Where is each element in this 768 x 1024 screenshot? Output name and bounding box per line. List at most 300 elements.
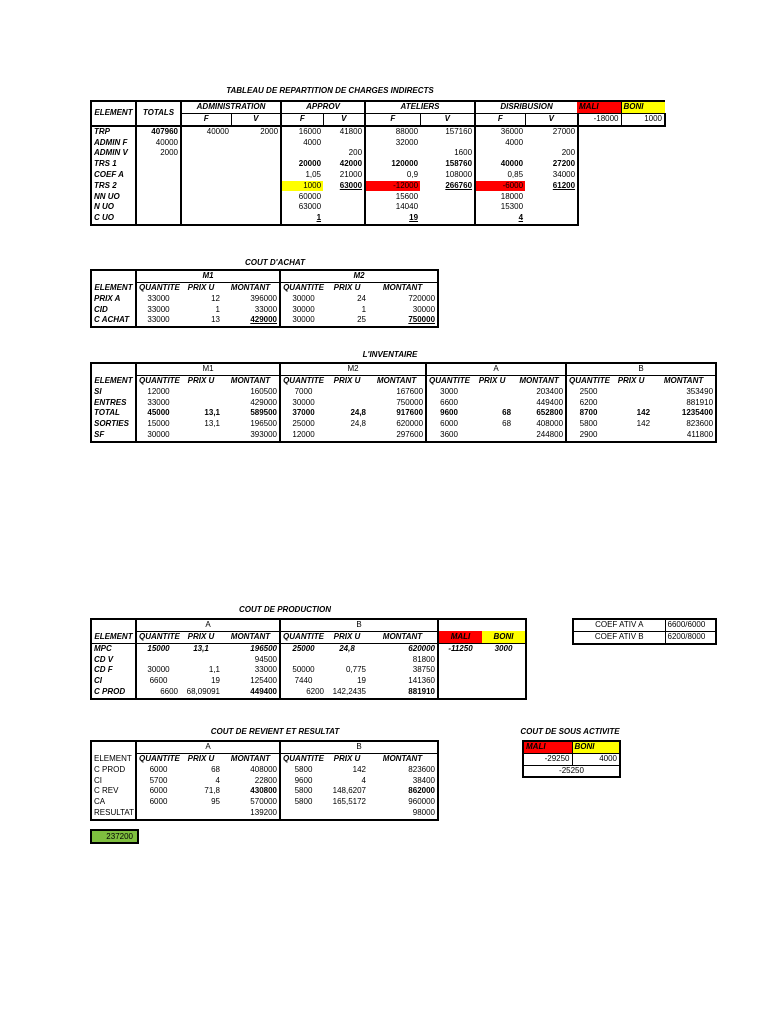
table-row bbox=[91, 315, 438, 327]
cell bbox=[323, 137, 365, 148]
cell: 12000 bbox=[136, 387, 180, 398]
cell: 33000 bbox=[136, 294, 180, 305]
cell bbox=[181, 170, 231, 181]
cell bbox=[231, 181, 281, 192]
header-quantite: QUANTITE bbox=[280, 282, 326, 293]
cell: 6600 bbox=[136, 676, 180, 687]
inventaire-title: L'INVENTAIRE bbox=[362, 350, 418, 359]
row-label: SI bbox=[91, 387, 136, 398]
cell bbox=[231, 170, 281, 181]
cell: 5800 bbox=[566, 419, 610, 430]
header-a: A bbox=[136, 741, 280, 753]
cell: 60000 bbox=[281, 191, 323, 202]
row-label: C UO bbox=[91, 213, 136, 225]
cell: 589500 bbox=[250, 408, 278, 418]
cell: 203400 bbox=[536, 386, 564, 396]
cell: 27200 bbox=[525, 159, 578, 170]
cell: 22800 bbox=[254, 775, 277, 785]
row-label: TRP bbox=[91, 126, 136, 138]
cell: 165,5172 bbox=[332, 797, 366, 807]
cell: 40000 bbox=[181, 126, 231, 138]
cell bbox=[525, 213, 578, 225]
header-f: F bbox=[475, 113, 525, 125]
cell bbox=[180, 808, 222, 820]
table-row bbox=[91, 765, 438, 776]
cell bbox=[326, 430, 368, 442]
cell: 142 bbox=[636, 419, 651, 429]
cell: 297600 bbox=[368, 430, 426, 442]
cell: 4 bbox=[475, 213, 525, 225]
cell: 1600 bbox=[454, 148, 473, 158]
table-row bbox=[91, 643, 526, 654]
cell: 36000 bbox=[475, 126, 525, 138]
cell bbox=[231, 202, 281, 213]
header-a: A bbox=[426, 363, 566, 375]
cout-production-table bbox=[90, 618, 527, 700]
header-prix-u: PRIX U bbox=[617, 375, 645, 385]
cell bbox=[471, 387, 513, 398]
cell: 40000 bbox=[475, 159, 525, 170]
coef-value: 6200/8000 bbox=[665, 631, 716, 643]
cell: 1,1 bbox=[208, 665, 220, 675]
row-label: CA bbox=[91, 797, 136, 808]
row-label: C PROD bbox=[91, 765, 136, 776]
cell bbox=[280, 808, 326, 820]
cell bbox=[136, 170, 181, 181]
header-element: ELEMENT bbox=[91, 282, 136, 293]
cell bbox=[482, 654, 526, 665]
cell: 3000 bbox=[482, 643, 526, 654]
header-montant: MONTANT bbox=[652, 375, 716, 386]
header-m1: M1 bbox=[136, 363, 280, 375]
cell bbox=[471, 430, 513, 442]
cell bbox=[475, 148, 525, 159]
inventaire-table bbox=[90, 362, 717, 443]
header-f: F bbox=[365, 113, 420, 125]
table-row bbox=[91, 181, 578, 192]
cell: -6000 bbox=[475, 181, 525, 192]
table-row bbox=[91, 191, 578, 202]
sous-activite-title: COUT DE SOUS ACTIVITE bbox=[520, 727, 620, 736]
cell: 30000 bbox=[280, 294, 326, 305]
cell: 960000 bbox=[368, 797, 438, 808]
cell: 13,1 bbox=[204, 419, 220, 429]
cell: 71,8 bbox=[204, 786, 220, 796]
row-label: COEF A bbox=[91, 170, 136, 181]
cell: 68,09091 bbox=[180, 687, 222, 699]
cell: 15600 bbox=[365, 191, 420, 202]
header-quantite: QUANTITE bbox=[136, 282, 180, 293]
table-row bbox=[573, 619, 716, 631]
cell bbox=[438, 665, 482, 676]
cell bbox=[136, 202, 181, 213]
cell bbox=[180, 397, 222, 408]
cell: 750000 bbox=[396, 397, 424, 407]
row-label: ADMIN F bbox=[91, 137, 136, 148]
header-element: ELEMENT bbox=[91, 375, 136, 386]
cell: 148,6207 bbox=[332, 786, 366, 796]
header-m1: M1 bbox=[136, 270, 280, 282]
cell: 30000 bbox=[280, 315, 326, 327]
cell: 12000 bbox=[280, 430, 326, 442]
cell: 5800 bbox=[280, 797, 326, 808]
header-b: B bbox=[280, 619, 438, 631]
resultat-total: 237200 bbox=[90, 829, 139, 844]
table-row bbox=[91, 170, 578, 181]
table-row bbox=[573, 631, 716, 643]
header-prix-u: PRIX U bbox=[187, 753, 215, 763]
table-row bbox=[91, 126, 578, 138]
cell: 120000 bbox=[365, 159, 420, 170]
cell: 6000 bbox=[426, 419, 471, 430]
header-a: A bbox=[136, 619, 280, 631]
cell bbox=[181, 181, 231, 192]
cell: 25 bbox=[326, 315, 368, 327]
cell: 19 bbox=[357, 676, 366, 686]
cell bbox=[471, 397, 513, 408]
row-label: PRIX A bbox=[91, 294, 136, 305]
cell: 449400 bbox=[222, 687, 280, 699]
cell: 30000 bbox=[280, 304, 326, 315]
cell bbox=[610, 397, 652, 408]
row-label: C PROD bbox=[91, 687, 136, 699]
cell: 5700 bbox=[136, 775, 180, 786]
cell: 139200 bbox=[222, 808, 280, 820]
cout-production-title: COUT DE PRODUCTION bbox=[239, 605, 331, 614]
table-row bbox=[91, 304, 438, 315]
header-montant: MONTANT bbox=[222, 631, 280, 643]
boni-label: BONI bbox=[621, 101, 665, 113]
header-prix-u: PRIX U bbox=[187, 282, 215, 292]
cell: 158760 bbox=[445, 159, 473, 169]
cell: 13,1 bbox=[204, 408, 220, 418]
cell: 2500 bbox=[566, 387, 610, 398]
cell bbox=[525, 202, 578, 213]
cell: 167600 bbox=[396, 386, 424, 396]
cell: 24,8 bbox=[350, 419, 367, 429]
cell: 13,1 bbox=[193, 643, 209, 653]
cell: 30000 bbox=[136, 430, 180, 442]
row-label: ENTRES bbox=[91, 397, 136, 408]
cell: 823600 bbox=[652, 419, 716, 430]
cell: 8700 bbox=[566, 408, 610, 419]
header-prix-u: PRIX U bbox=[180, 631, 222, 643]
header-quantite: QUANTITE bbox=[566, 375, 610, 386]
cell bbox=[180, 430, 222, 442]
cell: 620000 bbox=[408, 643, 435, 653]
cell: 7000 bbox=[280, 387, 326, 398]
cell bbox=[136, 654, 180, 665]
cell: 160500 bbox=[250, 386, 278, 396]
cell: 33000 bbox=[136, 304, 180, 315]
row-label: SF bbox=[91, 430, 136, 442]
cell: 6200 bbox=[280, 687, 326, 699]
header-ateliers: ATELIERS bbox=[365, 101, 475, 113]
table-row bbox=[91, 397, 716, 408]
cell: 88000 bbox=[365, 126, 420, 138]
cell: 33000 bbox=[254, 304, 278, 314]
cell: 157160 bbox=[420, 126, 475, 138]
cell bbox=[438, 687, 482, 699]
header-quantite: QUANTITE bbox=[136, 753, 180, 764]
cell: 21000 bbox=[339, 169, 363, 179]
header-administration: ADMINISTRATION bbox=[181, 101, 281, 113]
mali-label: MALI bbox=[438, 631, 482, 643]
header-montant: MONTANT bbox=[368, 753, 438, 764]
header-v: V bbox=[323, 113, 365, 125]
row-label: N UO bbox=[91, 202, 136, 213]
cell: 353490 bbox=[652, 387, 716, 398]
row-label: C REV bbox=[91, 786, 136, 797]
table-row bbox=[91, 786, 438, 797]
cell: 42000 bbox=[339, 159, 363, 169]
row-label: NN UO bbox=[91, 191, 136, 202]
header-element: ELEMENT bbox=[91, 753, 136, 764]
cell: 720000 bbox=[368, 294, 438, 305]
cell: 4 bbox=[215, 775, 220, 785]
cell bbox=[280, 654, 326, 665]
header-totals: TOTALS bbox=[136, 101, 181, 126]
cell bbox=[438, 654, 482, 665]
cell bbox=[136, 191, 181, 202]
cell bbox=[181, 159, 231, 170]
cell bbox=[181, 213, 231, 225]
cell: 24 bbox=[357, 293, 367, 303]
cell: 18000 bbox=[475, 191, 525, 202]
header-quantite: QUANTITE bbox=[280, 375, 326, 386]
cell: 15300 bbox=[475, 202, 525, 213]
cell: 30000 bbox=[368, 304, 438, 315]
cell: 396000 bbox=[250, 293, 278, 303]
coef-label: COEF ATIV A bbox=[573, 619, 665, 631]
cell: 34000 bbox=[525, 170, 578, 181]
row-label: CID bbox=[91, 304, 136, 315]
cell bbox=[323, 191, 365, 202]
header-prix-u: PRIX U bbox=[478, 375, 506, 385]
cell: 14040 bbox=[365, 202, 420, 213]
cell: 142 bbox=[636, 408, 651, 418]
cell: 1 bbox=[281, 213, 323, 225]
table-row bbox=[91, 159, 578, 170]
cell bbox=[181, 202, 231, 213]
row-label: CD V bbox=[91, 654, 136, 665]
mali-label: MALI bbox=[577, 101, 621, 113]
cell: 266760 bbox=[445, 180, 473, 190]
header-element: ELEMENT bbox=[91, 101, 136, 126]
cell: 0,9 bbox=[365, 170, 420, 181]
boni-value: 4000 bbox=[572, 753, 620, 765]
cout-achat-table bbox=[90, 269, 439, 328]
boni-label: BONI bbox=[482, 631, 526, 643]
table-row bbox=[91, 676, 526, 687]
cell bbox=[231, 191, 281, 202]
cell: 570000 bbox=[250, 797, 277, 807]
cell bbox=[136, 181, 181, 192]
cell bbox=[231, 148, 281, 159]
cell: 108000 bbox=[445, 169, 473, 179]
cell bbox=[326, 654, 368, 665]
cell bbox=[323, 202, 365, 213]
cout-revient-table bbox=[90, 740, 439, 821]
cell: 411800 bbox=[652, 430, 716, 442]
cell bbox=[482, 676, 526, 687]
cell: 38750 bbox=[412, 665, 435, 675]
cell: 244800 bbox=[513, 430, 566, 442]
repartition-table bbox=[90, 100, 579, 226]
header-prix-u: PRIX U bbox=[333, 753, 361, 763]
row-label: ADMIN V bbox=[91, 148, 136, 159]
header-v: V bbox=[420, 113, 475, 125]
cell: 9600 bbox=[426, 408, 471, 419]
repartition-title: TABLEAU DE REPARTITION DE CHARGES INDIRECTS bbox=[226, 86, 434, 95]
header-quantite: QUANTITE bbox=[280, 631, 326, 643]
header-quantite: QUANTITE bbox=[136, 631, 180, 643]
header-element: ELEMENT bbox=[91, 631, 136, 643]
cell: 6600 bbox=[136, 687, 180, 699]
cell bbox=[610, 430, 652, 442]
cell bbox=[181, 137, 231, 148]
cell bbox=[181, 191, 231, 202]
cell bbox=[482, 665, 526, 676]
cell: 68 bbox=[211, 764, 220, 774]
cell: 7440 bbox=[280, 676, 326, 687]
cell: 4000 bbox=[475, 137, 525, 148]
cell: 41800 bbox=[323, 126, 365, 138]
cell: 3000 bbox=[426, 387, 471, 398]
cell: 449400 bbox=[536, 397, 564, 407]
cell: 19 bbox=[365, 213, 420, 225]
row-label: TOTAL bbox=[91, 408, 136, 419]
cell: 2000 bbox=[231, 126, 281, 138]
header-montant: MONTANT bbox=[230, 282, 271, 292]
boni-label: BONI bbox=[572, 741, 620, 753]
cell: 24,8 bbox=[350, 408, 367, 418]
cell: 1000 bbox=[281, 181, 323, 192]
cell bbox=[326, 387, 368, 398]
cell: 63000 bbox=[281, 202, 323, 213]
cell bbox=[281, 148, 323, 159]
row-label: TRS 1 bbox=[91, 159, 136, 170]
header-m2: M2 bbox=[280, 270, 438, 282]
cell: 0,775 bbox=[345, 665, 366, 675]
cell: 407960 bbox=[136, 126, 181, 138]
cell: 98000 bbox=[368, 808, 438, 820]
cell: 2000 bbox=[136, 148, 181, 159]
cell bbox=[525, 191, 578, 202]
cell: 881910 bbox=[652, 397, 716, 408]
cell: 5800 bbox=[280, 786, 326, 797]
cell: 25000 bbox=[280, 419, 326, 430]
header-f: F bbox=[181, 113, 231, 125]
header-v: V bbox=[231, 113, 281, 125]
header-quantite: QUANTITE bbox=[426, 375, 471, 386]
cell: 16000 bbox=[281, 126, 323, 138]
cell: 25000 bbox=[280, 643, 326, 654]
cell: 94500 bbox=[254, 654, 277, 664]
cell bbox=[231, 137, 281, 148]
row-label: SORTIES bbox=[91, 419, 136, 430]
cell bbox=[326, 397, 368, 408]
cell: 4000 bbox=[281, 137, 323, 148]
cell: 15000 bbox=[136, 643, 180, 654]
cell bbox=[323, 213, 365, 225]
header-montant: MONTANT bbox=[376, 375, 417, 385]
cell bbox=[438, 676, 482, 687]
cell: 45000 bbox=[136, 408, 180, 419]
table-row bbox=[91, 148, 578, 159]
cell: 1 bbox=[215, 304, 220, 314]
cell: -12000 bbox=[365, 181, 420, 192]
cell: -11250 bbox=[438, 643, 482, 654]
cell: 408000 bbox=[536, 419, 564, 429]
table-row bbox=[91, 202, 578, 213]
cell: 13 bbox=[180, 315, 222, 327]
cell: 200 bbox=[525, 148, 578, 159]
header-montant: MONTANT bbox=[230, 753, 271, 763]
row-label: CI bbox=[91, 676, 136, 687]
table-row bbox=[91, 430, 716, 442]
cell: 393000 bbox=[222, 430, 280, 442]
table-row bbox=[91, 775, 438, 786]
cell: 19 bbox=[211, 676, 220, 686]
cell: 430800 bbox=[250, 786, 277, 796]
cell bbox=[136, 159, 181, 170]
cell bbox=[525, 137, 578, 148]
cell: 6000 bbox=[136, 765, 180, 776]
header-prix-u: PRIX U bbox=[333, 375, 361, 385]
cell: 6600 bbox=[426, 397, 471, 408]
cell: 33000 bbox=[136, 315, 180, 327]
cell: 95 bbox=[211, 797, 220, 807]
cell bbox=[482, 687, 526, 699]
cell: 33000 bbox=[254, 665, 277, 675]
cout-achat-title: COUT D'ACHAT bbox=[245, 258, 305, 267]
cell: 61200 bbox=[525, 181, 578, 192]
row-label: C ACHAT bbox=[91, 315, 136, 327]
cell: 200 bbox=[348, 148, 363, 158]
cell: 9600 bbox=[280, 775, 326, 786]
cell: 917600 bbox=[396, 408, 424, 418]
mali-value: -18000 bbox=[577, 113, 621, 125]
cell bbox=[180, 654, 222, 665]
header-quantite: QUANTITE bbox=[136, 375, 180, 386]
cell: 862000 bbox=[368, 786, 438, 797]
cell: 142 bbox=[352, 764, 366, 774]
coef-value: 6600/6000 bbox=[665, 619, 716, 631]
cell: 3600 bbox=[426, 430, 471, 442]
cell: 881910 bbox=[368, 687, 438, 699]
row-label: CD F bbox=[91, 665, 136, 676]
cell: 12 bbox=[211, 293, 220, 303]
row-label: RESULTAT bbox=[91, 808, 136, 820]
header-b: B bbox=[280, 741, 438, 753]
cell: 196500 bbox=[250, 643, 277, 653]
row-label: TRS 2 bbox=[91, 181, 136, 192]
cell: 33000 bbox=[136, 397, 180, 408]
cell bbox=[180, 387, 222, 398]
cell: 30000 bbox=[136, 665, 180, 676]
cell: 63000 bbox=[339, 180, 363, 190]
header-f: F bbox=[281, 113, 323, 125]
header-montant: MONTANT bbox=[368, 631, 438, 643]
cell: 20000 bbox=[281, 159, 323, 170]
header-montant: MONTANT bbox=[368, 282, 438, 293]
cout-revient-title: COUT DE REVIENT ET RESULTAT bbox=[210, 727, 340, 736]
cell: 37000 bbox=[280, 408, 326, 419]
cell: 125400 bbox=[250, 676, 277, 686]
cell: 620000 bbox=[396, 419, 424, 429]
table-row bbox=[91, 687, 526, 699]
